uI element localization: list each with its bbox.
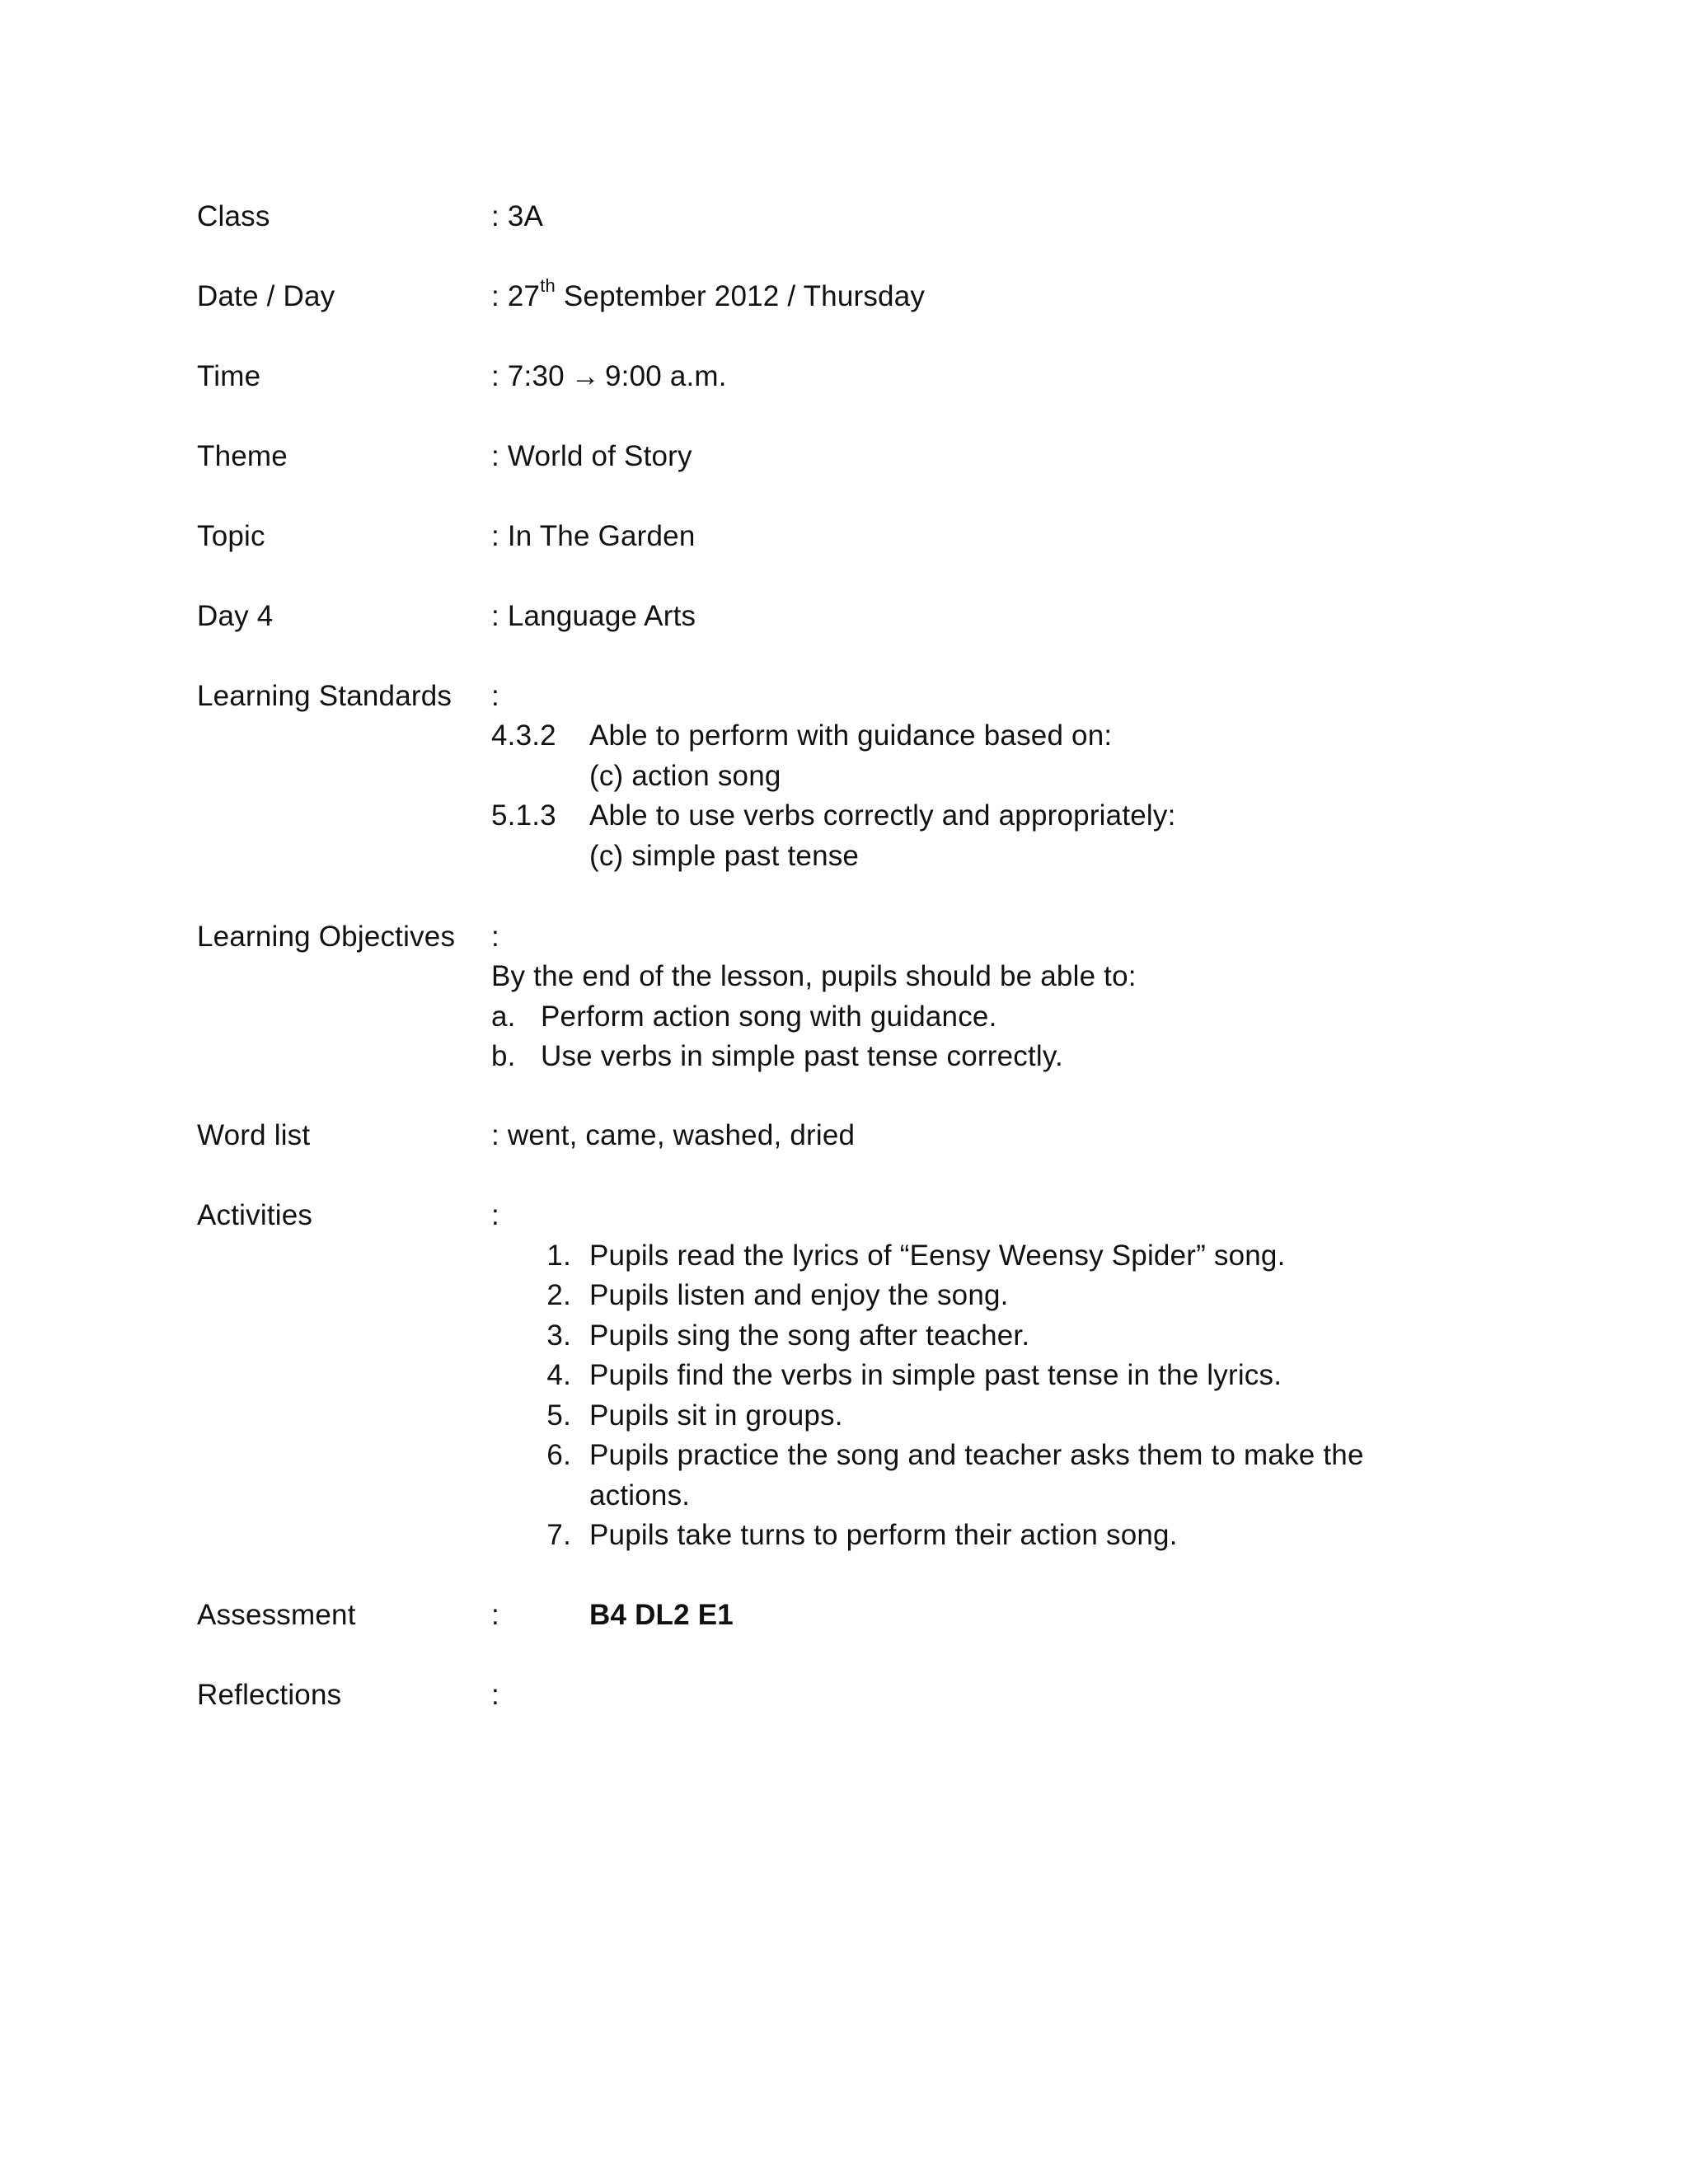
- objective-marker: a.: [491, 1001, 516, 1033]
- assessment-value: B4 DL2 E1: [589, 1599, 734, 1631]
- activity-text: Pupils find the verbs in simple past tense in the lyrics.: [589, 1359, 1282, 1391]
- topic-value: : In The Garden: [491, 520, 696, 552]
- theme-value: : World of Story: [491, 440, 692, 472]
- activities-label: Activities: [197, 1199, 313, 1231]
- learning-objectives-colon: :: [491, 921, 499, 953]
- standard-subitem: (c) simple past tense: [589, 840, 860, 872]
- activity-text: Pupils sing the song after teacher.: [589, 1319, 1030, 1352]
- time-end: 9:00 a.m.: [604, 360, 727, 392]
- learning-standards-colon: :: [491, 680, 499, 712]
- date-superscript: th: [540, 275, 556, 297]
- activity-number: 5.: [546, 1399, 571, 1432]
- activity-continuation: actions.: [589, 1479, 691, 1511]
- activities-colon: :: [491, 1199, 499, 1231]
- activity-number: 4.: [546, 1359, 571, 1391]
- assessment-label: Assessment: [197, 1599, 356, 1631]
- objective-text: Perform action song with guidance.: [541, 1001, 997, 1033]
- class-label: Class: [197, 200, 270, 232]
- date-label: Date / Day: [197, 280, 335, 312]
- objective-marker: b.: [491, 1040, 516, 1072]
- activity-text: Pupils sit in groups.: [589, 1399, 843, 1432]
- assessment-colon: :: [491, 1599, 499, 1631]
- class-value: : 3A: [491, 200, 544, 232]
- learning-standards-label: Learning Standards: [197, 680, 452, 712]
- activity-number: 1.: [546, 1240, 571, 1272]
- right-arrow-icon: →: [570, 360, 600, 392]
- learning-objectives-label: Learning Objectives: [197, 921, 456, 953]
- word-list-value: : went, came, washed, dried: [491, 1119, 856, 1151]
- word-list-label: Word list: [197, 1119, 311, 1151]
- day-label: Day 4: [197, 600, 274, 632]
- activity-number: 6.: [546, 1439, 571, 1471]
- activity-text: Pupils practice the song and teacher asks them to make the: [589, 1439, 1364, 1471]
- time-label: Time: [197, 360, 261, 392]
- date-prefix: : 27: [491, 280, 541, 312]
- reflections-label: Reflections: [197, 1679, 342, 1711]
- day-value: : Language Arts: [491, 600, 696, 632]
- standard-code: 4.3.2: [491, 719, 556, 752]
- reflections-colon: :: [491, 1679, 499, 1711]
- standard-subitem: (c) action song: [589, 760, 781, 792]
- topic-label: Topic: [197, 520, 265, 552]
- objective-text: Use verbs in simple past tense correctly.: [541, 1040, 1063, 1072]
- activity-text: Pupils take turns to perform their action song.: [589, 1519, 1178, 1551]
- standard-code: 5.1.3: [491, 799, 556, 832]
- activity-number: 3.: [546, 1319, 571, 1352]
- activity-text: Pupils read the lyrics of “Eensy Weensy Spider” song.: [589, 1240, 1286, 1272]
- standard-text: Able to perform with guidance based on:: [589, 719, 1113, 752]
- learning-objectives-intro: By the end of the lesson, pupils should be able to:: [491, 960, 1137, 992]
- time-start: : 7:30: [491, 360, 565, 392]
- activity-text: Pupils listen and enjoy the song.: [589, 1279, 1009, 1311]
- date-rest: September 2012 / Thursday: [555, 280, 926, 312]
- activity-number: 2.: [546, 1279, 571, 1311]
- standard-text: Able to use verbs correctly and appropriately:: [589, 799, 1176, 832]
- date-value: [491, 275, 926, 315]
- time-value: [491, 359, 727, 395]
- activity-number: 7.: [546, 1519, 571, 1551]
- theme-label: Theme: [197, 440, 288, 472]
